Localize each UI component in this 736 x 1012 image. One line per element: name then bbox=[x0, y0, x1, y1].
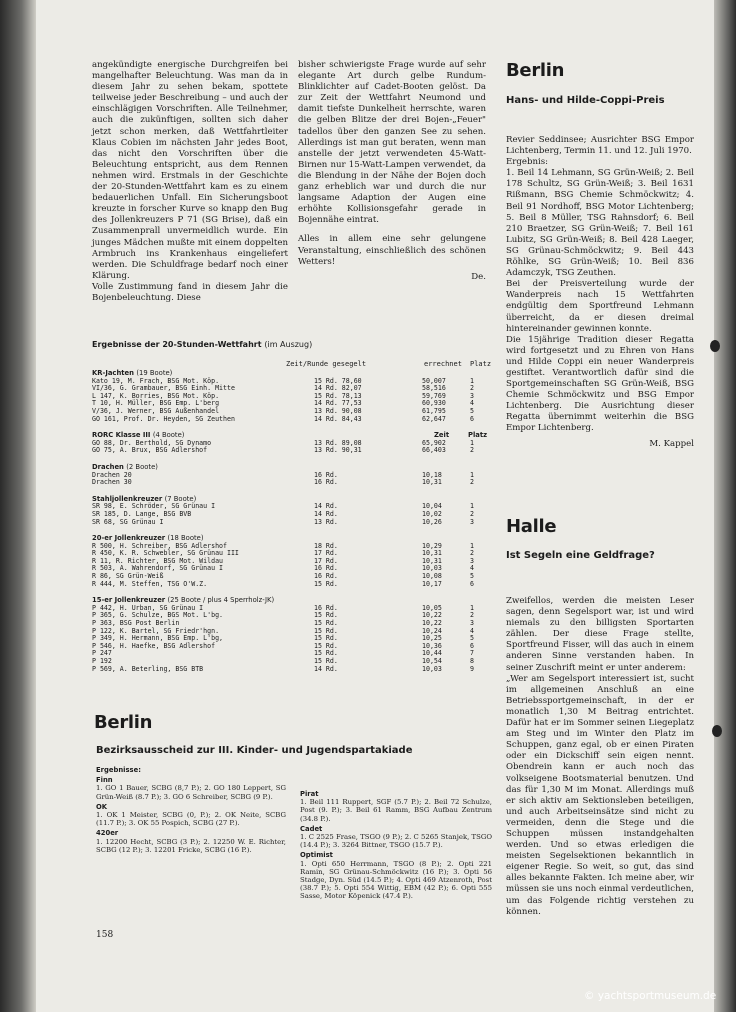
calculated-time: 59,769 bbox=[422, 391, 446, 400]
calculated-time: 10,22 bbox=[422, 619, 442, 628]
placing: 6 bbox=[470, 414, 474, 423]
paragraph: 1. Beil 14 Lehmann, SG Grün-Weiß; 2. Beil 178 Schultz, SG Grün-Weiß; 3. Beil 1631 Rißmann, BSG Chemie Schmöckwitz; 4. Beil 91 Nordhoff, BSG Motor Lichtenberg; 5. Beil 8 Müller, TSG Rahnsdorf; 6. Beil 210 Braetzer, SG Grün-Weiß; 7. Beil 161 Lubitz, SG Grün-Weiß; 8. Beil 428 Laeger, SG Grünau-Schmöckwitz; 9. Beil 443 Röhlke, SG Grün-Weiß; 10. Beil 836 Adamczyk, TSG Zeuthen. bbox=[506, 168, 694, 279]
paragraph: bisher schwierigste Frage wurde auf sehr elegante Art durch gelbe Rundum-Blinklichter auf Cadet-Booten gelöst. Da zur Zeit der Wettfahrt Neumond und damit tiefste Dunkelheit herrschte, waren die gelben Blitze der drei Bojen-„Feuer" tadellos über den ganzen See zu sehen. Allerdings ist man gut beraten, wenn man anstelle der jetzt verwendeten 45-Watt-Birnen nur 15-Watt-Lampen verwendet, da die Blendung in der Nähe der Bojen doch ganz erheblich war und durch die nur langsame Adaption der Augen eine erhöhte Kollisionsgefahr gerade in Bojennähe eintrat. bbox=[298, 60, 486, 226]
boat-entry: P 363, BSG Post Berlin bbox=[92, 619, 180, 628]
calculated-time: 61,795 bbox=[422, 406, 446, 415]
placing: 9 bbox=[470, 664, 474, 673]
boat-entry: GO 75, A. Brux, BSG Adlershof bbox=[92, 446, 208, 455]
boat-entry: V/36, J. Werner, BSG Außenhandel bbox=[92, 406, 220, 415]
placing: 2 bbox=[470, 446, 474, 455]
boat-entry: R 86, SG Grün-Weiß bbox=[92, 572, 164, 581]
group-name: 20-er Jollenkreuzer bbox=[92, 534, 166, 543]
boat-entry: SR 185, D. Lange, BSG BVB bbox=[92, 509, 192, 518]
table-row bbox=[92, 447, 490, 455]
boat-entry: SR 98, E. Schröder, SG Grünau I bbox=[92, 502, 216, 511]
laps-sailed: 16 Rd. bbox=[314, 564, 338, 573]
section-subheading: Bezirksausscheid zur III. Kinder- und Jugendspartakiade bbox=[96, 745, 413, 756]
column-header-place: Platz bbox=[468, 431, 488, 440]
paragraph: Die 15jährige Tradition dieser Regatta wird fortgesetzt und zu Ehren von Hans und Hilde Coppi ein neuer Wanderpreis gestiftet. Verantwortlich dafür sind die Sportgemeinschaften SG Grün-Weiß, BSG Chemie Schmöckwitz und BSG Empor Lichtenberg. Die Ausrichtung dieser Regatta übernimmt weiterhin die BSG Empor Lichtenberg. bbox=[506, 334, 694, 434]
laps-sailed: 14 Rd. bbox=[314, 502, 338, 511]
placing: 2 bbox=[470, 549, 474, 558]
class-name: Cadet bbox=[300, 824, 323, 833]
group-note: (2 Boote) bbox=[126, 462, 158, 471]
boat-entry: Kato 19, M. Frach, BSG Mot. Köp. bbox=[92, 376, 220, 385]
calculated-time: 10,18 bbox=[422, 470, 442, 479]
placing: 2 bbox=[470, 384, 474, 393]
binding-hole bbox=[712, 725, 722, 737]
table-row bbox=[92, 666, 490, 674]
boat-entry: P 192 bbox=[92, 657, 112, 665]
calculated-time: 10,04 bbox=[422, 502, 442, 511]
calculated-time: 10,26 bbox=[422, 517, 442, 526]
placing: 6 bbox=[470, 579, 474, 588]
boat-entry: SR 68, SG Grünau I bbox=[92, 517, 164, 526]
spartakiade-results-right bbox=[300, 790, 492, 903]
group-note: (4 Boote) bbox=[152, 431, 185, 440]
calculated-time: 60,930 bbox=[422, 399, 446, 408]
boat-entry: P 365, G. Schulze, BGS Mot. L'bg. bbox=[92, 611, 224, 620]
class-name: OK bbox=[96, 802, 108, 811]
calculated-time: 10,36 bbox=[422, 641, 442, 650]
page-edge bbox=[714, 0, 736, 1012]
group-name: Drachen bbox=[92, 462, 124, 471]
class-result-text: 1. Opti 650 Herrmann, TSGO (8 P.); 2. Opti 221 Ramin, SG Grünau-Schmöckwitz (16 P.); 3. Opti 56 Stadge, Dyn. Süd (14.5 P.); 4. Opti 469 Atzenroth, Post (38.7 P.); 5. Opti 554 Wittig, EBM (42 P.); 6. Opti 555 Sasse, Motor Köpenick (47.4 P.). bbox=[300, 859, 492, 901]
class-result-text: 1. OK 1 Meister, SCBG (0, P.); 2. OK Neite, SCBG (11.7 P.); 3. OK 55 Pospich, SCBG (27 P.). bbox=[96, 811, 286, 828]
laps-sailed: 15 Rd. bbox=[314, 649, 338, 658]
laps-sailed: 16 Rd. bbox=[314, 603, 338, 612]
table-row bbox=[92, 581, 490, 589]
group-note: (25 Boote / plus 4 Sperrholz-JK) bbox=[167, 596, 275, 605]
calculated-time: 10,22 bbox=[422, 611, 442, 620]
class-name: Finn bbox=[96, 776, 113, 785]
placing: 6 bbox=[470, 641, 474, 650]
intro-column-2 bbox=[298, 60, 486, 283]
calculated-time: 50,007 bbox=[422, 376, 446, 385]
boat-entry: P 569, A. Beterling, BSG BTB bbox=[92, 664, 204, 673]
paragraph: Alles in allem eine sehr gelungene Veranstaltung, einschließlich des schönen Wetters! bbox=[298, 234, 486, 267]
laps-sailed: 15 Rd. 78,60 bbox=[314, 376, 362, 385]
boat-entry: P 442, H. Urban, SG Grünau I bbox=[92, 603, 204, 612]
class-name: 420er bbox=[96, 829, 119, 838]
boat-entry: P 247 bbox=[92, 649, 112, 658]
column-header-time: Zeit bbox=[434, 431, 450, 440]
laps-sailed: 15 Rd. bbox=[314, 626, 338, 635]
placing: 3 bbox=[470, 556, 474, 565]
class-result-text: 1. C 2525 Frase, TSGO (9 P.); 2. C 5265 Stanjek, TSGO (14.4 P.); 3. 3264 Bittner, TSGO (15.7 P.). bbox=[300, 833, 492, 850]
section-heading: Berlin bbox=[94, 712, 153, 733]
coppi-article bbox=[506, 135, 694, 450]
results-group bbox=[92, 370, 490, 423]
author-signature: M. Kappel bbox=[649, 438, 694, 449]
laps-sailed: 14 Rd. 84,43 bbox=[314, 414, 362, 423]
laps-sailed: 14 Rd. bbox=[314, 509, 338, 518]
placing: 5 bbox=[470, 634, 474, 643]
laps-sailed: 18 Rd. bbox=[314, 541, 338, 550]
group-name: RORC Klasse III bbox=[92, 431, 151, 440]
class-result bbox=[96, 829, 286, 854]
section-subheading: Ist Segeln eine Geldfrage? bbox=[506, 550, 655, 561]
placing: 1 bbox=[470, 502, 474, 511]
laps-sailed: 15 Rd. bbox=[314, 657, 338, 665]
class-result bbox=[300, 825, 492, 850]
section-heading: Berlin bbox=[506, 60, 565, 81]
results-group bbox=[92, 597, 490, 673]
group-note: (7 Boote) bbox=[164, 494, 197, 503]
group-name: Stahljollenkreuzer bbox=[92, 494, 163, 503]
boat-entry: P 546, H. Haefke, BSG Adlershof bbox=[92, 641, 216, 650]
results-group bbox=[92, 535, 490, 588]
table-row bbox=[92, 479, 490, 487]
paragraph: angekündigte energische Durchgreifen bei mangelhafter Beleuchtung. Was man da in diesem Jahr zu sehen bekam, spottete teilweise jeder Beschreibung – und auch der einschlägigen Vorschriften. Alle Teilnehmer, auch die zukünftigen, sollten sich daher jetzt schon merken, daß Wettfahrtleiter Klaus Cobien im nächsten Jahr jedes Boot, das nicht den Vorschriften über die Beleuchtung entspricht, aus dem Rennen nehmen wird. Erstmals in der Geschichte der 20-Stunden-Wettfahrt kam es zu einem bedauerlichen Unfall. Ein Sicherungsboot kreuzte in forscher Kurve so knapp den Bug des Jollenkreuzers P 71 (SG Brise), daß ein Zusammenprall unvermeidlich wurde. Ein junges Mädchen mußte mit einem doppelten Armbruch ins Krankenhaus eingeliefert werden. Die Schuldfrage bedarf noch einer Klärung. bbox=[92, 60, 288, 281]
laps-sailed: 16 Rd. bbox=[314, 572, 338, 581]
results-group bbox=[92, 432, 490, 455]
boat-entry: R 450, K. R. Schwebler, SG Grünau III bbox=[92, 549, 239, 558]
class-result-text: 1. Beil 111 Ruppert, SGF (5.7 P.); 2. Beil 72 Schulze, Post (9. P.); 3. Beil 61 Ramm, BSG Aufbau Zentrum (34.8 P.). bbox=[300, 798, 492, 823]
boat-entry: VI/36, G. Grambauer, BSG Einh. Mitte bbox=[92, 384, 235, 393]
placing: 5 bbox=[470, 406, 474, 415]
book-binding bbox=[0, 0, 36, 1012]
boat-entry: Drachen 20 bbox=[92, 470, 132, 479]
results-title-note: (im Auszug) bbox=[264, 340, 313, 349]
placing: 5 bbox=[470, 572, 474, 581]
column-header-calc: errechnet bbox=[424, 360, 462, 368]
calculated-time: 10,25 bbox=[422, 634, 442, 643]
calculated-time: 10,02 bbox=[422, 509, 442, 518]
laps-sailed: 14 Rd. bbox=[314, 664, 338, 673]
boat-entry: R 503, A. Wahrendorf, SG Grünau I bbox=[92, 564, 224, 573]
binding-hole bbox=[710, 340, 720, 352]
results-title-text: Ergebnisse der 20-Stunden-Wettfahrt bbox=[92, 340, 262, 349]
placing: 4 bbox=[470, 399, 474, 408]
class-result bbox=[96, 803, 286, 828]
laps-sailed: 17 Rd. bbox=[314, 556, 338, 565]
class-name: Optimist bbox=[300, 851, 333, 860]
section-heading: Halle bbox=[506, 516, 557, 537]
results-label: Ergebnisse: bbox=[96, 766, 141, 774]
laps-sailed: 13 Rd. 90,31 bbox=[314, 446, 362, 455]
placing: 2 bbox=[470, 478, 474, 487]
placing: 1 bbox=[470, 541, 474, 550]
calculated-time: 10,17 bbox=[422, 579, 442, 588]
placing: 1 bbox=[470, 438, 474, 447]
laps-sailed: 16 Rd. bbox=[314, 470, 338, 479]
author-signature: De. bbox=[471, 271, 486, 282]
boat-entry: R 500, H. Schreiber, BSG Adlershof bbox=[92, 541, 227, 550]
calculated-time: 10,29 bbox=[422, 541, 442, 550]
table-row bbox=[92, 416, 490, 424]
boat-entry: T 10, H. Müller, BSG Emp. L'berg bbox=[92, 399, 220, 408]
laps-sailed: 14 Rd. 82,07 bbox=[314, 384, 362, 393]
calculated-time: 10,44 bbox=[422, 649, 442, 658]
spartakiade-results-left bbox=[96, 766, 286, 856]
placing: 3 bbox=[470, 619, 474, 628]
laps-sailed: 15 Rd. bbox=[314, 611, 338, 620]
laps-sailed: 15 Rd. bbox=[314, 579, 338, 588]
placing: 7 bbox=[470, 649, 474, 658]
paragraph: Volle Zustimmung fand in diesem Jahr die Bojenbeleuchtung. Diese bbox=[92, 281, 288, 303]
group-name: 15-er Jollenkreuzer bbox=[92, 596, 166, 605]
group-name: KR-Jachten bbox=[92, 369, 135, 377]
placing: 1 bbox=[470, 603, 474, 612]
placing: 3 bbox=[470, 391, 474, 400]
paragraph: Ergebnis: bbox=[506, 157, 549, 168]
laps-sailed: 17 Rd. bbox=[314, 549, 338, 558]
calculated-time: 10,54 bbox=[422, 657, 442, 665]
laps-sailed: 15 Rd. 78,13 bbox=[314, 391, 362, 400]
laps-sailed: 13 Rd. bbox=[314, 517, 338, 526]
class-name: Pirat bbox=[300, 790, 319, 798]
paragraph: Zweifellos, werden die meisten Leser sagen, denn Segelsport war, ist und wird niemals zu den billigsten Sportarten zählen. Der diese Frage stellte, Sportfreund Fisser, will das auch in einem anderen Sinne verstanden haben. In seiner Zuschrift meint er unter anderem: bbox=[506, 596, 694, 673]
halle-article bbox=[506, 596, 694, 918]
laps-sailed: 15 Rd. bbox=[314, 619, 338, 628]
column-header-time: Zeit/Runde gesegelt bbox=[286, 360, 367, 368]
calculated-time: 62,647 bbox=[422, 414, 446, 423]
placing: 2 bbox=[470, 509, 474, 518]
section-subheading: Hans- und Hilde-Coppi-Preis bbox=[506, 95, 665, 106]
boat-entry: R 444, M. Steffen, TSG O'W.Z. bbox=[92, 579, 208, 588]
boat-entry: L 147, K. Borries, BSG Mot. Köp. bbox=[92, 391, 220, 400]
class-result bbox=[300, 851, 492, 900]
page-number: 158 bbox=[96, 930, 114, 940]
laps-sailed: 16 Rd. bbox=[314, 478, 338, 487]
calculated-time: 66,403 bbox=[422, 446, 446, 455]
laps-sailed: 15 Rd. bbox=[314, 641, 338, 650]
intro-column-1 bbox=[92, 60, 288, 304]
boat-entry: P 122, K. Bartel, SG Friedr'hgn. bbox=[92, 626, 220, 635]
paragraph: Revier Seddinsee; Ausrichter BSG Empor Lichtenberg, Termin 11. und 12. Juli 1970. bbox=[506, 135, 694, 157]
paragraph: Bei der Preisverteilung wurde der Wanderpreis nach 15 Wettfahrten endgültig dem Sportfreund Lehmann überreicht, da er diesen dreimal hintereinander gewinnen konnte. bbox=[506, 279, 694, 334]
calculated-time: 10,31 bbox=[422, 549, 442, 558]
results-table bbox=[92, 370, 490, 682]
results-group bbox=[92, 464, 490, 487]
placing: 4 bbox=[470, 564, 474, 573]
laps-sailed: 13 Rd. 89,08 bbox=[314, 438, 362, 447]
laps-sailed: 14 Rd. 77,53 bbox=[314, 399, 362, 408]
calculated-time: 10,31 bbox=[422, 556, 442, 565]
placing: 4 bbox=[470, 626, 474, 635]
boat-entry: GO 161, Prof. Dr. Heyden, SG Zeuthen bbox=[92, 414, 235, 423]
results-title bbox=[92, 340, 312, 349]
paragraph: „Wer am Segelsport interessiert ist, sucht im allgemeinen Anschluß an eine Betriebssportgemeinschaft, in der er monatlich 1,30 M Beitrag entrichtet. Dafür hat er im Sommer seinen Liegeplatz am Steg und im Winter den Platz im Schuppen, ganz egal, ob er einen Piraten oder ein Dickschiff sein eigen nennt. Obendrein kann er auch noch das volkseigene Bootsmaterial benutzen. Und das für 1,30 M im Monat. Allerdings muß er sich aktiv am Sektionsleben beteiligen, und auch Arbeitseinsätze sind nicht zu vermeiden, denn die Stege und die Schuppen müssen instandgehalten werden. Und so etwas erledigen die meisten Segelsektionen bekanntlich in eigener Regie. So weit, so gut, das sind alles bekannte Fakten. Ich meine aber, wir müssen sie uns noch einmal verdeutlichen, um das Folgende richtig verstehen zu können. bbox=[506, 673, 694, 917]
group-note: (18 Boote) bbox=[167, 534, 204, 543]
class-result bbox=[96, 776, 286, 801]
calculated-time: 65,902 bbox=[422, 438, 446, 447]
placing: 1 bbox=[470, 470, 474, 479]
calculated-time: 58,516 bbox=[422, 384, 446, 393]
class-result-text: 1. GO 1 Bauer, SCBG (8,7 P.); 2. GO 180 Leppert, SG Grün-Weiß (8.7 P.); 3. GO 6 Schreiber, SCBG (9 P.). bbox=[96, 784, 286, 801]
boat-entry: P 349, H. Hermann, BSG Emp. L'bg, bbox=[92, 634, 224, 643]
class-result bbox=[300, 790, 492, 823]
calculated-time: 10,03 bbox=[422, 564, 442, 573]
laps-sailed: 13 Rd. 90,08 bbox=[314, 406, 362, 415]
watermark: © yachtsportmuseum.de bbox=[584, 990, 717, 1002]
placing: 2 bbox=[470, 611, 474, 620]
column-header-place: Platz bbox=[470, 360, 492, 368]
calculated-time: 10,05 bbox=[422, 603, 442, 612]
class-result-text: 1. 12200 Hecht, SCBG (3 P.); 2. 12250 W. E. Richter, SCBG (12 P.); 3. 12201 Fricke, SCBG (16 P.). bbox=[96, 837, 286, 854]
calculated-time: 10,08 bbox=[422, 572, 442, 581]
results-group bbox=[92, 496, 490, 526]
placing: 8 bbox=[470, 657, 474, 665]
table-row bbox=[92, 519, 490, 527]
calculated-time: 10,24 bbox=[422, 626, 442, 635]
laps-sailed: 15 Rd. bbox=[314, 634, 338, 643]
boat-entry: R 11, R. Richter, BSG Mot. Wildau bbox=[92, 556, 224, 565]
boat-entry: GO 88, Dr. Berthold, SG Dynamo bbox=[92, 438, 212, 447]
boat-entry: Drachen 30 bbox=[92, 478, 132, 487]
group-note: (19 Boote) bbox=[136, 369, 173, 377]
placing: 3 bbox=[470, 517, 474, 526]
calculated-time: 10,31 bbox=[422, 478, 442, 487]
placing: 1 bbox=[470, 376, 474, 385]
calculated-time: 10,03 bbox=[422, 664, 442, 673]
